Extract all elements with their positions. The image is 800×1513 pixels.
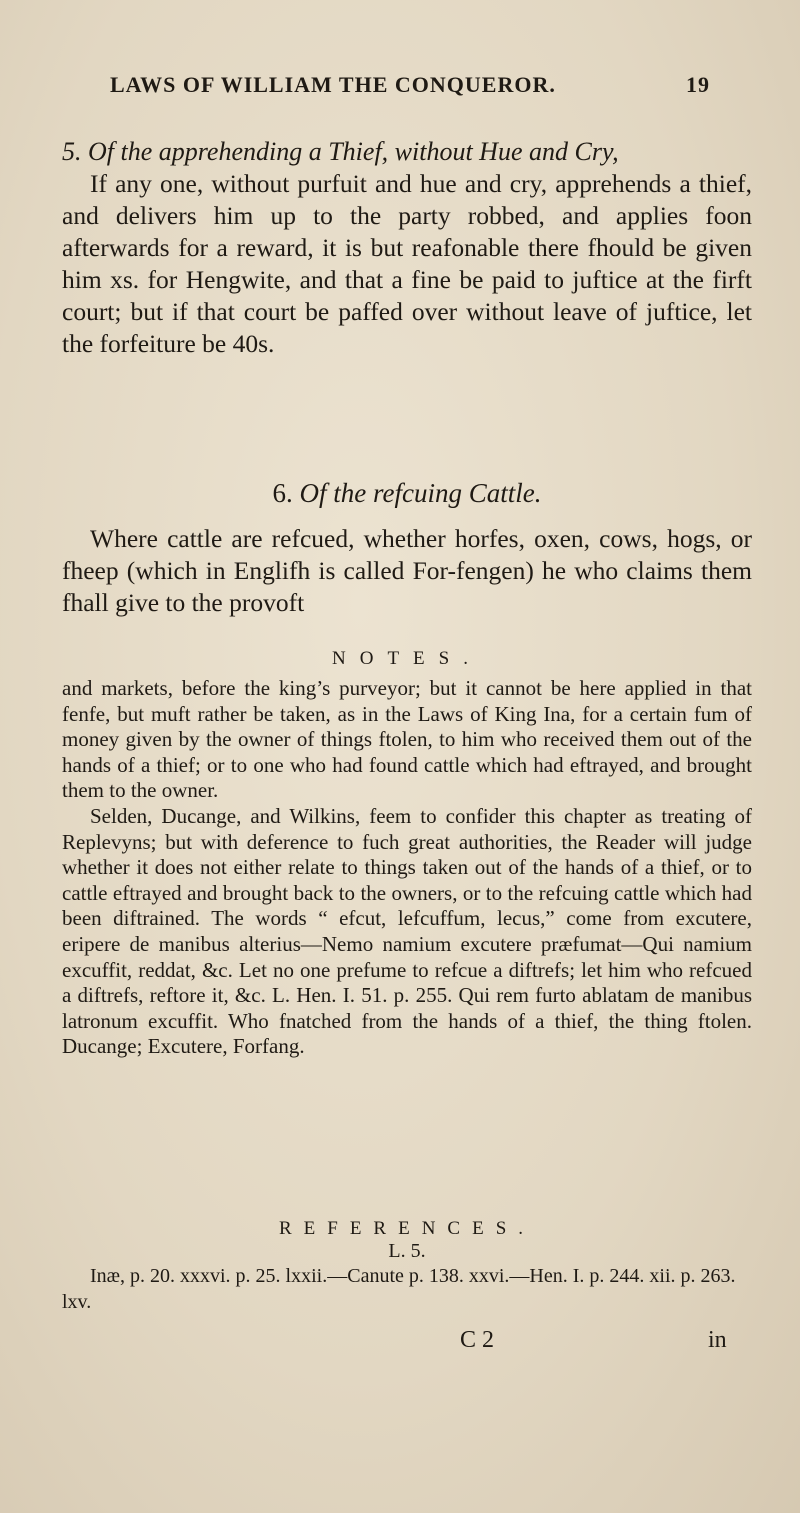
section-6 (62, 478, 752, 619)
section-6-heading (62, 478, 752, 509)
references-heading: REFERENCES. (278, 1218, 536, 1239)
section-5-title: Of the apprehending a Thief, without Hue and Cry, (88, 137, 619, 166)
notes-paragraph-1: and markets, before the king’s purveyor; but it cannot be here applied in that fenfe, but muft rather be taken, as in the Laws of King Ina, for a certain fum of money given by the owner of things ftolen, to him who received them out of the hands of a thief; or to one who had found cattle which had eftrayed, and brought them to the owner. (62, 676, 752, 803)
section-5-heading (62, 136, 752, 168)
section-6-body: Where cattle are refcued, whether horfes, oxen, cows, hogs, or fheep (which in Englifh is called For-fengen) he who claims them fhall give to the provoft (62, 524, 752, 617)
running-header (110, 72, 710, 98)
page-number: 19 (686, 72, 710, 97)
section-5-number: 5. (62, 137, 82, 166)
signature-mark: C 2 (460, 1327, 495, 1353)
section-6-title: Of the refcuing Cattle. (299, 478, 542, 508)
catchword: in (708, 1327, 727, 1353)
running-head: LAWS OF WILLIAM THE CONQUEROR. (110, 72, 556, 97)
section-6-number: 6. (272, 478, 293, 508)
section-5-body: If any one, without purfuit and hue and cry, apprehends a thief, and delivers him up to the party robbed, and applies foon afterwards for a reward, it is but reafonable there fhould be given him xs. for Hengwite, and that a fine be paid to juftice at the firft court; but if that court be paffed over without leave of juftice, let the forfeiture be 40s. (62, 169, 752, 358)
references-list: Inæ, p. 20. xxxvi. p. 25. lxxii.—Canute p. 138. xxvi.—Hen. I. p. 244. xii. p. 263. lxv. (62, 1265, 736, 1313)
section-5 (62, 136, 752, 360)
references (62, 1218, 752, 1315)
references-subheading: L. 5. (388, 1240, 426, 1262)
notes-paragraph-2: Selden, Ducange, and Wilkins, feem to confider this chapter as treating of Replevyns; but with deference to fuch great authorities, the Reader will judge whether it does not either relate to things taken out of the hands of a thief, or to cattle eftrayed and brought back to the owners, or to the refcuing cattle which had been diftrained. The words “ efcut, lefcuffum, lecus,” come from excutere, eripere de manibus alterius—Nemo namium excutere præfumat—Qui namium excuffit, reddat, &c. Let no one prefume to refcue a diftrefs; let him who refcued a diftrefs, reftore it, &c. L. Hen. I. 51. p. 255. Qui rem furto ablatam de manibus latronum excuffit. Who fnatched from the hands of a thief, the thing ftolen. Ducange; Excutere, Forfang. (62, 803, 752, 1059)
notes (62, 648, 752, 1060)
notes-heading: NOTES. (332, 648, 482, 669)
